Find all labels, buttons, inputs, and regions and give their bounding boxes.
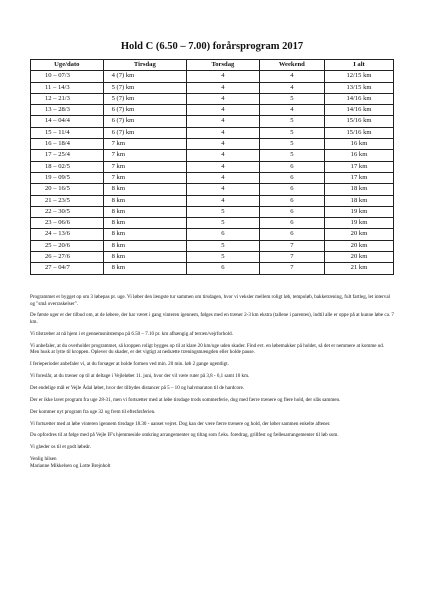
thursday-cell: 4 — [187, 184, 260, 195]
paragraph: Du opfordres til at følge med på Vejle IF's hjemmeside omkring arrangementer og tiltag som f.eks. foredrag, grillfest og fællesarrangementer til løb som. — [30, 432, 339, 439]
week-cell: 17 – 25/4 — [31, 150, 104, 161]
weekend-cell: 6 — [259, 195, 324, 206]
table-row — [31, 252, 394, 263]
table-row — [31, 93, 394, 104]
total-cell: 12/15 km — [325, 71, 394, 82]
week-cell: 22 – 30/5 — [31, 206, 104, 217]
weekend-cell: 4 — [259, 82, 324, 93]
table-row — [31, 105, 394, 116]
table-row — [31, 161, 394, 172]
tuesday-cell: 6 (7) km — [103, 116, 186, 127]
tuesday-cell: 7 km — [103, 139, 186, 150]
thursday-cell: 4 — [187, 71, 260, 82]
tuesday-cell: 6 (7) km — [103, 105, 186, 116]
tuesday-cell: 7 km — [103, 161, 186, 172]
table-row — [31, 116, 394, 127]
thursday-cell: 6 — [187, 229, 260, 240]
tuesday-cell: 7 km — [103, 172, 186, 183]
week-cell: 13 – 28/3 — [31, 105, 104, 116]
thursday-cell: 4 — [187, 195, 260, 206]
week-cell: 20 – 16/5 — [31, 184, 104, 195]
table-row — [31, 184, 394, 195]
table-row — [31, 82, 394, 93]
thursday-cell: 4 — [187, 150, 260, 161]
table-row — [31, 71, 394, 82]
tuesday-cell: 8 km — [103, 184, 186, 195]
weekend-cell: 7 — [259, 252, 324, 263]
table-row — [31, 195, 394, 206]
week-cell: 18 – 02/5 — [31, 161, 104, 172]
thursday-cell: 4 — [187, 116, 260, 127]
tuesday-cell: 6 (7) km — [103, 127, 186, 138]
total-cell: 15/16 km — [325, 116, 394, 127]
total-cell: 17 km — [325, 172, 394, 183]
total-cell: 14/16 km — [325, 105, 394, 116]
schedule-header-row — [31, 60, 394, 71]
thursday-cell: 6 — [187, 263, 260, 274]
table-row — [31, 218, 394, 229]
total-cell: 19 km — [325, 206, 394, 217]
tuesday-cell: 8 km — [103, 229, 186, 240]
weekend-cell: 5 — [259, 93, 324, 104]
week-cell: 16 – 18/4 — [31, 139, 104, 150]
week-cell: 26 – 27/6 — [31, 252, 104, 263]
week-cell: 21 – 23/5 — [31, 195, 104, 206]
header-thursday: Torsdag — [187, 60, 260, 71]
total-cell: 16 km — [325, 150, 394, 161]
tuesday-cell: 7 km — [103, 150, 186, 161]
weekend-cell: 6 — [259, 184, 324, 195]
total-cell: 15/16 km — [325, 127, 394, 138]
week-cell: 12 – 21/3 — [31, 93, 104, 104]
total-cell: 16 km — [325, 139, 394, 150]
header-week: Uge/dato — [31, 60, 104, 71]
total-cell: 19 km — [325, 218, 394, 229]
week-cell: 27 – 04/7 — [31, 263, 104, 274]
weekend-cell: 7 — [259, 263, 324, 274]
thursday-cell: 4 — [187, 139, 260, 150]
weekend-cell: 6 — [259, 161, 324, 172]
week-cell: 24 – 13/6 — [31, 229, 104, 240]
total-cell: 17 km — [325, 161, 394, 172]
thursday-cell: 4 — [187, 82, 260, 93]
header-weekend: Weekend — [259, 60, 324, 71]
thursday-cell: 4 — [187, 161, 260, 172]
tuesday-cell: 8 km — [103, 252, 186, 263]
tuesday-cell: 5 (7) km — [103, 93, 186, 104]
weekend-cell: 5 — [259, 116, 324, 127]
total-cell: 18 km — [325, 195, 394, 206]
schedule-body — [31, 71, 394, 274]
weekend-cell: 5 — [259, 127, 324, 138]
tuesday-cell: 8 km — [103, 218, 186, 229]
week-cell: 10 – 07/3 — [31, 71, 104, 82]
table-row — [31, 172, 394, 183]
paragraph: Der kommer nyt program fra uge 32 og frem til efterårsferien. — [30, 408, 156, 415]
thursday-cell: 5 — [187, 218, 260, 229]
header-tuesday: Tirsdag — [103, 60, 186, 71]
paragraph: Vi anbefaler, at du overholder programmet, så kroppen roligt bygges op til at klare 20 km/uge uden skader. Find evt. en løbemakker på holdet, så det er nemmere at komme ud. Men husk at lytte til kroppen. Oplever du skader, er det vigtigt at nedsætte træningsmængden eller holde pause. — [30, 342, 385, 356]
thursday-cell: 4 — [187, 172, 260, 183]
signature-names: Marianne Mikkelsen og Lotte Brejnholt — [30, 462, 111, 469]
weekend-cell: 6 — [259, 229, 324, 240]
paragraph: Vi fortsætter med at løbe vinteren igennem tirsdage 18.30 - uanset vejret. Dog kan der være færre trænere og hold, der løber sammen enkelte aftener. — [30, 420, 331, 427]
paragraph: Det endelige mål er Vejle Ådal løbet, hvor der tilbydes distancer på 5 – 10 og halvmaraton til de hardcore. — [30, 384, 245, 391]
week-cell: 11 – 14/3 — [31, 82, 104, 93]
table-row — [31, 127, 394, 138]
weekend-cell: 6 — [259, 172, 324, 183]
tuesday-cell: 4 (7) km — [103, 71, 186, 82]
week-cell: 19 – 09/5 — [31, 172, 104, 183]
thursday-cell: 5 — [187, 252, 260, 263]
week-cell: 23 – 06/6 — [31, 218, 104, 229]
tuesday-cell: 5 (7) km — [103, 82, 186, 93]
paragraph: Der er ikke lavet program fra uge 28-31, men vi fortsætter med at løbe tirsdage trods sommerferie, dog med færre trænere og flere hold, der slås sammen. — [30, 396, 341, 403]
thursday-cell: 4 — [187, 127, 260, 138]
total-cell: 18 km — [325, 184, 394, 195]
paragraph: Vi tilstræber at nå hjem i et gennemsnitstempo på 6.50 – 7.10 pr. km afhængig af terræn/vejrforhold. — [30, 330, 233, 337]
paragraph: Vi glæder os til et godt løbeår. — [30, 444, 91, 451]
week-cell: 14 – 04/4 — [31, 116, 104, 127]
total-cell: 20 km — [325, 252, 394, 263]
tuesday-cell: 8 km — [103, 263, 186, 274]
weekend-cell: 6 — [259, 206, 324, 217]
tuesday-cell: 8 km — [103, 195, 186, 206]
table-row — [31, 150, 394, 161]
paragraph: Vi foreslår, at du træner op til at deltage i Vejleløbet 11. juni, hvor der vil være ruter på 3,8 - 6,1 samt 10 km. — [30, 372, 250, 379]
table-row — [31, 139, 394, 150]
document-title: Hold C (6.50 – 7.00) forårsprogram 2017 — [120, 41, 304, 52]
paragraph: Programmet er bygget op om 3 løbepas pr. uge. Vi løber den længste tur sammen om tirsdagen, hvor vi veksler mellem roligt løb, tempoløb, bakketræning, fult fartleg, let interval og "små overraskelser". — [30, 294, 390, 307]
week-cell: 25 – 20/6 — [31, 240, 104, 251]
weekend-cell: 5 — [259, 150, 324, 161]
paragraph: De første uger er der tilbud om, at de løbere, der har været i gang vinteren igennem, følges med en træner 2-3 km ekstra (tallene i parentes), indtil alle er oppe på at kunne løbe ca. 7 km. — [30, 312, 394, 325]
weekend-cell: 4 — [259, 71, 324, 82]
thursday-cell: 5 — [187, 240, 260, 251]
schedule-table — [30, 59, 394, 275]
table-row — [31, 240, 394, 251]
week-cell: 15 – 11/4 — [31, 127, 104, 138]
header-total: I alt — [325, 60, 394, 71]
weekend-cell: 5 — [259, 139, 324, 150]
thursday-cell: 4 — [187, 105, 260, 116]
tuesday-cell: 8 km — [103, 206, 186, 217]
table-row — [31, 206, 394, 217]
table-row — [31, 263, 394, 274]
total-cell: 20 km — [325, 240, 394, 251]
paragraph: I ferieperioder anbefaler vi, at du forsøger at holde formen ved min. 20 min. løb 2 gange ugentligt. — [30, 361, 229, 368]
weekend-cell: 7 — [259, 240, 324, 251]
weekend-cell: 6 — [259, 218, 324, 229]
body-text — [30, 294, 394, 469]
tuesday-cell: 8 km — [103, 240, 186, 251]
weekend-cell: 4 — [259, 105, 324, 116]
signature-greeting: Venlig hilsen — [30, 456, 57, 463]
total-cell: 13/15 km — [325, 82, 394, 93]
total-cell: 14/16 km — [325, 93, 394, 104]
total-cell: 20 km — [325, 229, 394, 240]
total-cell: 21 km — [325, 263, 394, 274]
thursday-cell: 5 — [187, 206, 260, 217]
table-row — [31, 229, 394, 240]
thursday-cell: 4 — [187, 93, 260, 104]
